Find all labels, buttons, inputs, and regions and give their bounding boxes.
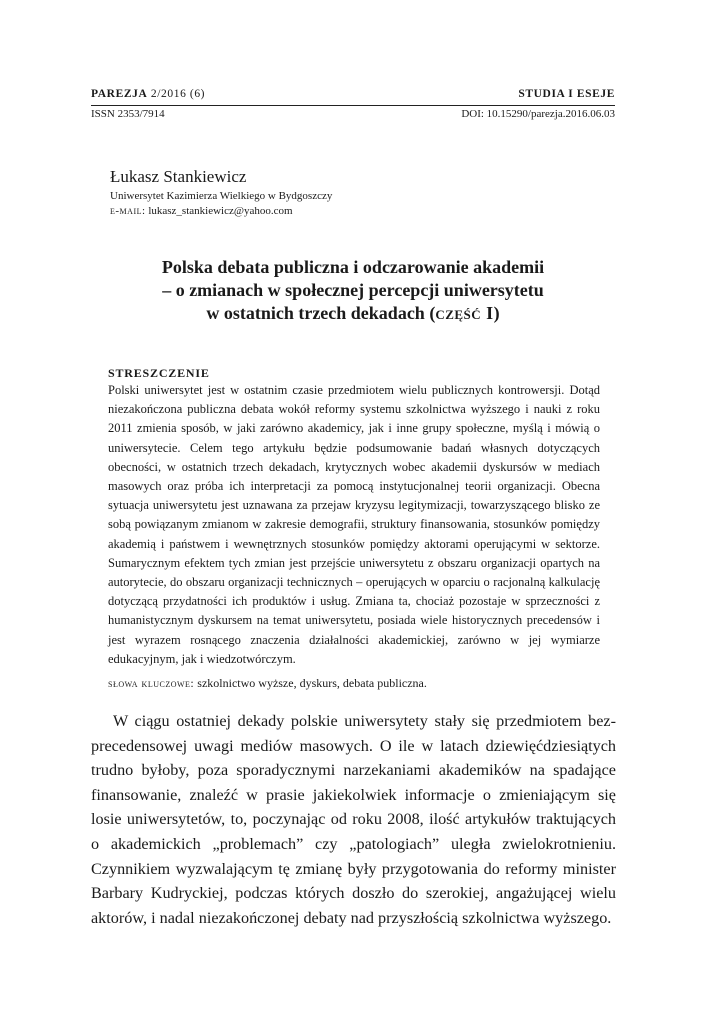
issn-label: ISSN	[91, 108, 115, 120]
email-label: e-mail:	[110, 205, 146, 217]
title-part: część I	[435, 303, 494, 323]
issue-number: 2/2016 (6)	[150, 88, 206, 100]
article-body	[91, 709, 616, 930]
author-affiliation: Uniwersytet Kazimierza Wielkiego w Bydgoszczy	[110, 190, 333, 202]
keywords	[108, 674, 600, 693]
author-name: Łukasz Stankiewicz	[110, 167, 247, 186]
abstract-heading: STRESZCZENIE	[108, 366, 210, 380]
keywords-label: słowa kluczowe:	[108, 676, 195, 691]
issn-value: 2353/7914	[117, 108, 165, 120]
title-line-2: – o zmianach w społecznej percepcji uniwersytetu	[162, 280, 544, 300]
author-block	[110, 167, 332, 219]
title-line-3-text: w ostatnich trzech dekadach (	[206, 303, 436, 323]
title-line-1: Polska debata publiczna i odczarowanie akademii	[161, 257, 545, 277]
keywords-list: szkolnictwo wyższe, dyskurs, debata publiczna.	[197, 676, 427, 691]
header-rule	[91, 105, 615, 106]
body-paragraph: W ciągu ostatniej dekady polskie uniwersytety stały się przedmiotem bezprecedensowej uwagi mediów masowych. O ile w latach dziewięćdziesiątych trudno byłoby, poza sporadycznymi narzekaniami akademików na spadające finansowanie, znaleźć w prasie jakiekolwiek informacje o zmieniającym się losie uniwersytetów, to, poczynając od roku 2008, ilość artykułów traktujących o akademickich „problemach” czy „patologiach” uległa zwielokrotnieniu. Czynnikiem wyzwalającym tę zmianę były przygotowania do reformy minister Barbary Kudryckiej, podczas których doszło do szerokiej, angażującej wielu aktorów, i nadal niezakończonej debaty nad przyszłością szkolnictwa wyższego.	[91, 712, 616, 927]
section-label: STUDIA I ESEJE	[518, 88, 615, 100]
abstract	[108, 365, 600, 693]
journal-issue	[91, 88, 205, 100]
identifier-line	[91, 108, 615, 120]
abstract-text: Polski uniwersytet jest w ostatnim czasie przedmiotem wielu publicznych kontrowersji. Dotąd niezakończona publiczna debata wokół reformy systemu szkolnictwa wyższego i nauki z roku 2011 zmienia sposób, w jaki zarówno akademicy, jak i inne grupy społeczne, myślą i mówią o uniwersytecie. Celem tego artykułu będzie podsumowanie badań własnych dotyczących obecności, w ostatnich trzech dekadach, krytycznych wobec akademii dyskursów w mediach masowych oraz próba ich interpretacji za pomocą instytucjonalnej teorii organizacji. Obecna sytuacja uniwersytetu jest uznawana za przejaw kryzysu legitymizacji, towarzyszącego blisko ze sobą powiązanym zmianom w zakresie demografii, struktury finansowania, stosunków pomiędzy akademią i państwem i wewnętrznych stosunków pomiędzy aktorami operującymi w sektorze. Sumarycznym efektem tych zmian jest przejście uniwersytetu z obszaru organizacji opartych na autorytecie, do obszaru organizacji technicznych – operujących w oparciu o racjonalną kalkulację dotyczącą przydatności ich produktów i usług. Zmiana ta, chociaż pozostaje w sprzeczności z humanistycznym dyskursem na temat uniwersytetu, posiada wiele historycznych precedensów i jest wyrazem rosnącego znaczenia działalności akademickiej, zarówno w jej wymiarze edukacyjnym, jak i wiedzotwórczym.	[108, 383, 600, 666]
issn	[91, 108, 165, 120]
email-address[interactable]: lukasz_stankiewicz@yahoo.com	[148, 205, 293, 217]
journal-name: PAREZJA	[91, 88, 148, 100]
doi: DOI: 10.15290/parezja.2016.06.03	[461, 108, 615, 120]
author-email	[110, 204, 332, 219]
article-title	[91, 256, 615, 325]
running-header	[91, 88, 615, 100]
title-line-3-end: )	[493, 303, 500, 323]
title-line-3	[91, 302, 615, 325]
